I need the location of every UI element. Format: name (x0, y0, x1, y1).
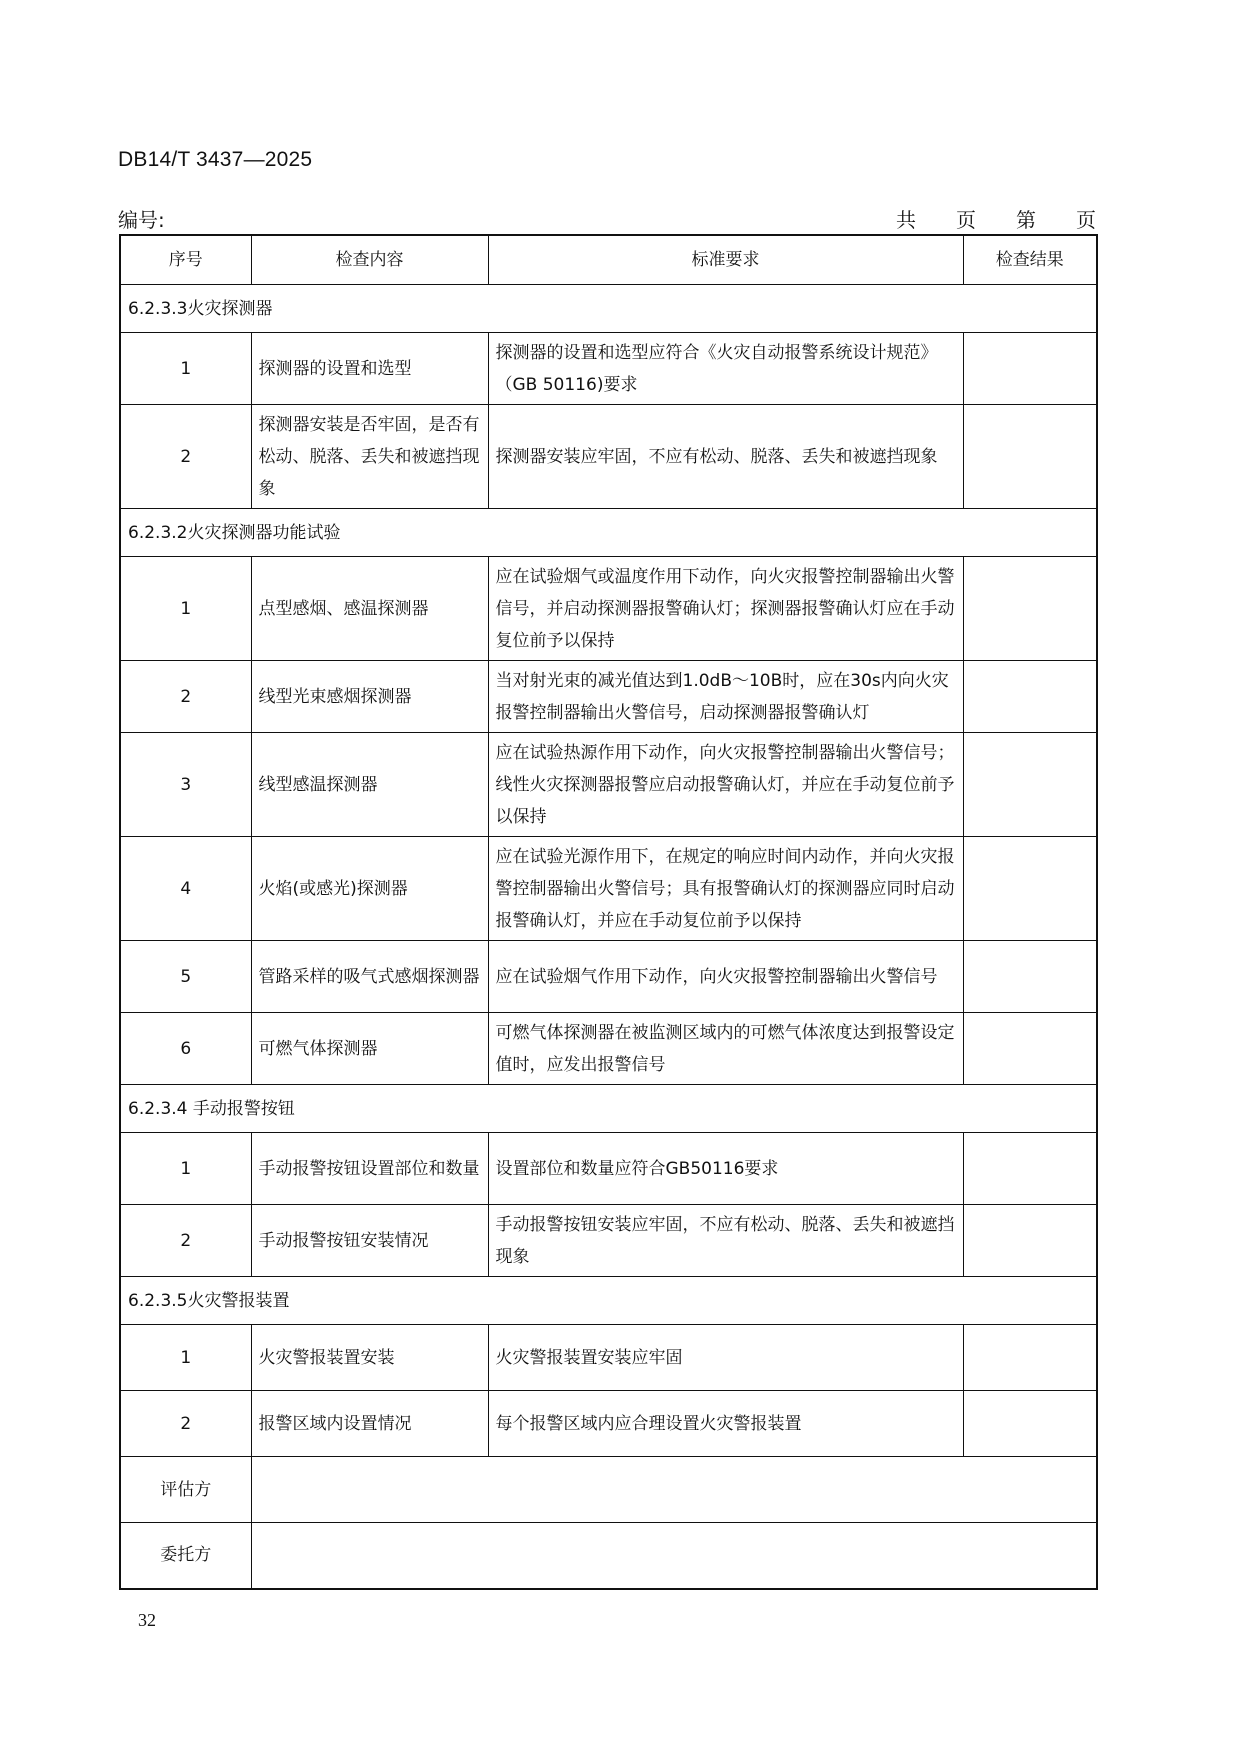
col-header-result: 检查结果 (963, 235, 1097, 285)
document-code: DB14/T 3437—2025 (118, 148, 313, 171)
table-row (120, 941, 1097, 1013)
row-number: 2 (120, 1205, 251, 1277)
row-result[interactable] (963, 941, 1097, 1013)
row-content: 火灾警报装置安装 (251, 1325, 488, 1391)
row-result[interactable] (963, 333, 1097, 405)
row-number: 5 (120, 941, 251, 1013)
row-result[interactable] (963, 1391, 1097, 1457)
table-row (120, 333, 1097, 405)
evaluator-row (120, 1457, 1097, 1523)
row-result[interactable] (963, 837, 1097, 941)
row-content: 火焰(或感光)探测器 (251, 837, 488, 941)
section-title: 6.2.3.2火灾探测器功能试验 (120, 509, 1097, 557)
row-content: 手动报警按钮设置部位和数量 (251, 1133, 488, 1205)
row-content: 线型感温探测器 (251, 733, 488, 837)
total-label: 共 (896, 208, 916, 232)
client-label: 委托方 (120, 1523, 251, 1589)
row-number: 6 (120, 1013, 251, 1085)
page-number: 32 (138, 1610, 156, 1630)
row-requirement: 火灾警报装置安装应牢固 (488, 1325, 963, 1391)
row-content: 探测器的设置和选型 (251, 333, 488, 405)
section-row (120, 1085, 1097, 1133)
row-content: 点型感烟、感温探测器 (251, 557, 488, 661)
row-number: 4 (120, 837, 251, 941)
section-title: 6.2.3.5火灾警报装置 (120, 1277, 1097, 1325)
table-row (120, 405, 1097, 509)
row-result[interactable] (963, 1013, 1097, 1085)
section-row (120, 509, 1097, 557)
col-header-number: 序号 (120, 235, 251, 285)
table-row (120, 837, 1097, 941)
row-requirement: 可燃气体探测器在被监测区域内的可燃气体浓度达到报警设定值时，应发出报警信号 (488, 1013, 963, 1085)
row-number: 2 (120, 405, 251, 509)
section-row (120, 1277, 1097, 1325)
section-row (120, 285, 1097, 333)
client-row (120, 1523, 1097, 1589)
row-requirement: 手动报警按钮安装应牢固，不应有松动、脱落、丢失和被遮挡现象 (488, 1205, 963, 1277)
row-result[interactable] (963, 405, 1097, 509)
evaluator-label: 评估方 (120, 1457, 251, 1523)
table-row (120, 1325, 1097, 1391)
row-requirement: 应在试验烟气作用下动作，向火灾报警控制器输出火警信号 (488, 941, 963, 1013)
row-result[interactable] (963, 1205, 1097, 1277)
row-number: 1 (120, 1325, 251, 1391)
table-row (120, 1013, 1097, 1085)
table-row (120, 1391, 1097, 1457)
table-row (120, 733, 1097, 837)
row-number: 2 (120, 1391, 251, 1457)
page-label-2: 页 (1076, 208, 1096, 232)
section-title: 6.2.3.4 手动报警按钮 (120, 1085, 1097, 1133)
row-number: 1 (120, 1133, 251, 1205)
client-value[interactable] (251, 1523, 1097, 1589)
row-requirement: 当对射光束的减光值达到1.0dB～10B时，应在30s内向火灾报警控制器输出火警信号，启动探测器报警确认灯 (488, 661, 963, 733)
table-row (120, 661, 1097, 733)
row-result[interactable] (963, 661, 1097, 733)
row-number: 2 (120, 661, 251, 733)
col-header-requirement: 标准要求 (488, 235, 963, 285)
inspection-table (119, 234, 1098, 1590)
row-content: 可燃气体探测器 (251, 1013, 488, 1085)
row-requirement: 应在试验烟气或温度作用下动作，向火灾报警控制器输出火警信号，并启动探测器报警确认灯；探测器报警确认灯应在手动复位前予以保持 (488, 557, 963, 661)
table-row (120, 557, 1097, 661)
row-requirement: 应在试验热源作用下动作，向火灾报警控制器输出火警信号；线性火灾探测器报警应启动报警确认灯，并应在手动复位前予以保持 (488, 733, 963, 837)
row-result[interactable] (963, 733, 1097, 837)
section-title: 6.2.3.3火灾探测器 (120, 285, 1097, 333)
row-content: 管路采样的吸气式感烟探测器 (251, 941, 488, 1013)
row-requirement: 设置部位和数量应符合GB50116要求 (488, 1133, 963, 1205)
row-result[interactable] (963, 557, 1097, 661)
row-content: 探测器安装是否牢固，是否有松动、脱落、丢失和被遮挡现象 (251, 405, 488, 509)
table-row (120, 1133, 1097, 1205)
row-requirement: 应在试验光源作用下，在规定的响应时间内动作，并向火灾报警控制器输出火警信号；具有报警确认灯的探测器应同时启动报警确认灯，并应在手动复位前予以保持 (488, 837, 963, 941)
evaluator-value[interactable] (251, 1457, 1097, 1523)
row-result[interactable] (963, 1133, 1097, 1205)
row-content: 线型光束感烟探测器 (251, 661, 488, 733)
row-result[interactable] (963, 1325, 1097, 1391)
page-count-labels (856, 204, 1096, 233)
row-number: 1 (120, 557, 251, 661)
row-requirement: 探测器的设置和选型应符合《火灾自动报警系统设计规范》（GB 50116)要求 (488, 333, 963, 405)
col-header-content: 检查内容 (251, 235, 488, 285)
ordinal-label: 第 (1016, 208, 1036, 232)
serial-number-label: 编号: (118, 208, 165, 232)
row-content: 报警区域内设置情况 (251, 1391, 488, 1457)
row-number: 1 (120, 333, 251, 405)
row-requirement: 每个报警区域内应合理设置火灾警报装置 (488, 1391, 963, 1457)
row-content: 手动报警按钮安装情况 (251, 1205, 488, 1277)
row-number: 3 (120, 733, 251, 837)
row-requirement: 探测器安装应牢固，不应有松动、脱落、丢失和被遮挡现象 (488, 405, 963, 509)
table-header-row (120, 235, 1097, 285)
table-row (120, 1205, 1097, 1277)
page-label: 页 (956, 208, 976, 232)
